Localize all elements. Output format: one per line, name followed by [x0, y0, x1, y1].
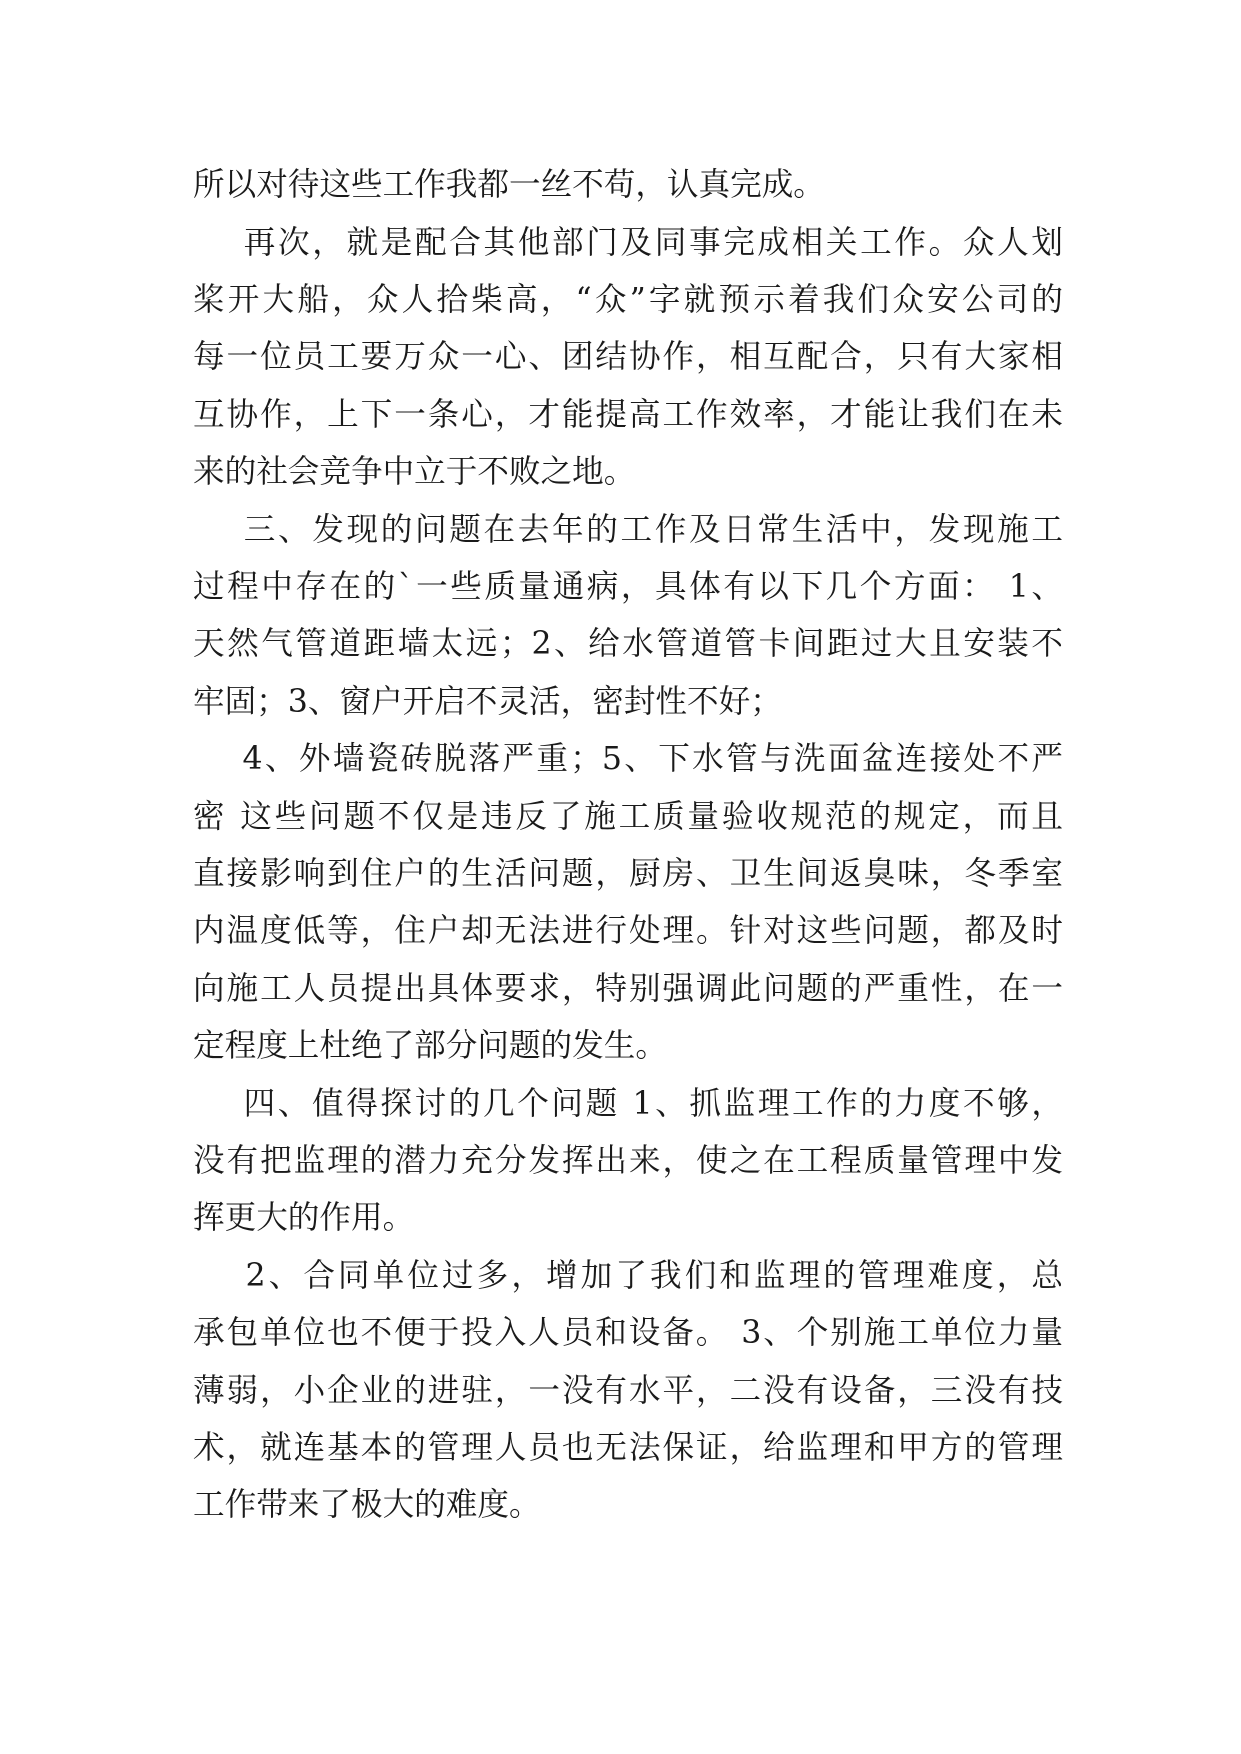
text-line: 再次，就是配合其他部门及同事完成相关工作。众人划: [193, 225, 1063, 261]
text-line: 4、外墙瓷砖脱落严重；5、下水管与洗面盆连接处不严: [193, 741, 1063, 777]
text-line: 牢固；3、窗户开启不灵活，密封性不好；: [193, 684, 782, 720]
text-line: 向施工人员提出具体要求，特别强调此问题的严重性，在一: [193, 971, 1063, 1007]
text-line: 挥更大的作用。: [193, 1200, 415, 1236]
text-line: 直接影响到住户的生活问题，厨房、卫生间返臭味，冬季室: [193, 856, 1063, 892]
text-line: 工作带来了极大的难度。: [193, 1487, 541, 1523]
text-line: 没有把监理的潜力充分发挥出来，使之在工程质量管理中发: [193, 1143, 1063, 1179]
text-line: 来的社会竞争中立于不败之地。: [193, 454, 636, 490]
text-line: 承包单位也不便于投入人员和设备。 3、个别施工单位力量: [193, 1315, 1063, 1351]
text-line: 四、值得探讨的几个问题 1、抓监理工作的力度不够，: [193, 1086, 1063, 1122]
text-line: 天然气管道距墙太远；2、给水管道管卡间距过大且安装不: [193, 626, 1063, 662]
text-line: 过程中存在的`一些质量通病，具体有以下几个方面： 1、: [193, 569, 1063, 605]
text-line: 三、发现的问题在去年的工作及日常生活中，发现施工: [193, 512, 1063, 548]
text-line: 术，就连基本的管理人员也无法保证，给监理和甲方的管理: [193, 1430, 1063, 1466]
text-line: 每一位员工要万众一心、团结协作，相互配合，只有大家相: [193, 339, 1063, 375]
text-line: 2、合同单位过多，增加了我们和监理的管理难度，总: [193, 1258, 1063, 1294]
text-line: 密 这些问题不仅是违反了施工质量验收规范的规定，而且: [193, 799, 1063, 835]
text-line: 所以对待这些工作我都一丝不苟，认真完成。: [193, 167, 825, 203]
text-line: 互协作，上下一条心，才能提高工作效率，才能让我们在未: [193, 397, 1063, 433]
text-line: 内温度低等，住户却无法进行处理。针对这些问题，都及时: [193, 913, 1063, 949]
text-line: 桨开大船，众人拾柴高，“众”字就预示着我们众安公司的: [193, 282, 1063, 318]
text-line: 薄弱，小企业的进驻，一没有水平，二没有设备，三没有技: [193, 1373, 1063, 1409]
text-line: 定程度上杜绝了部分问题的发生。: [193, 1028, 667, 1064]
